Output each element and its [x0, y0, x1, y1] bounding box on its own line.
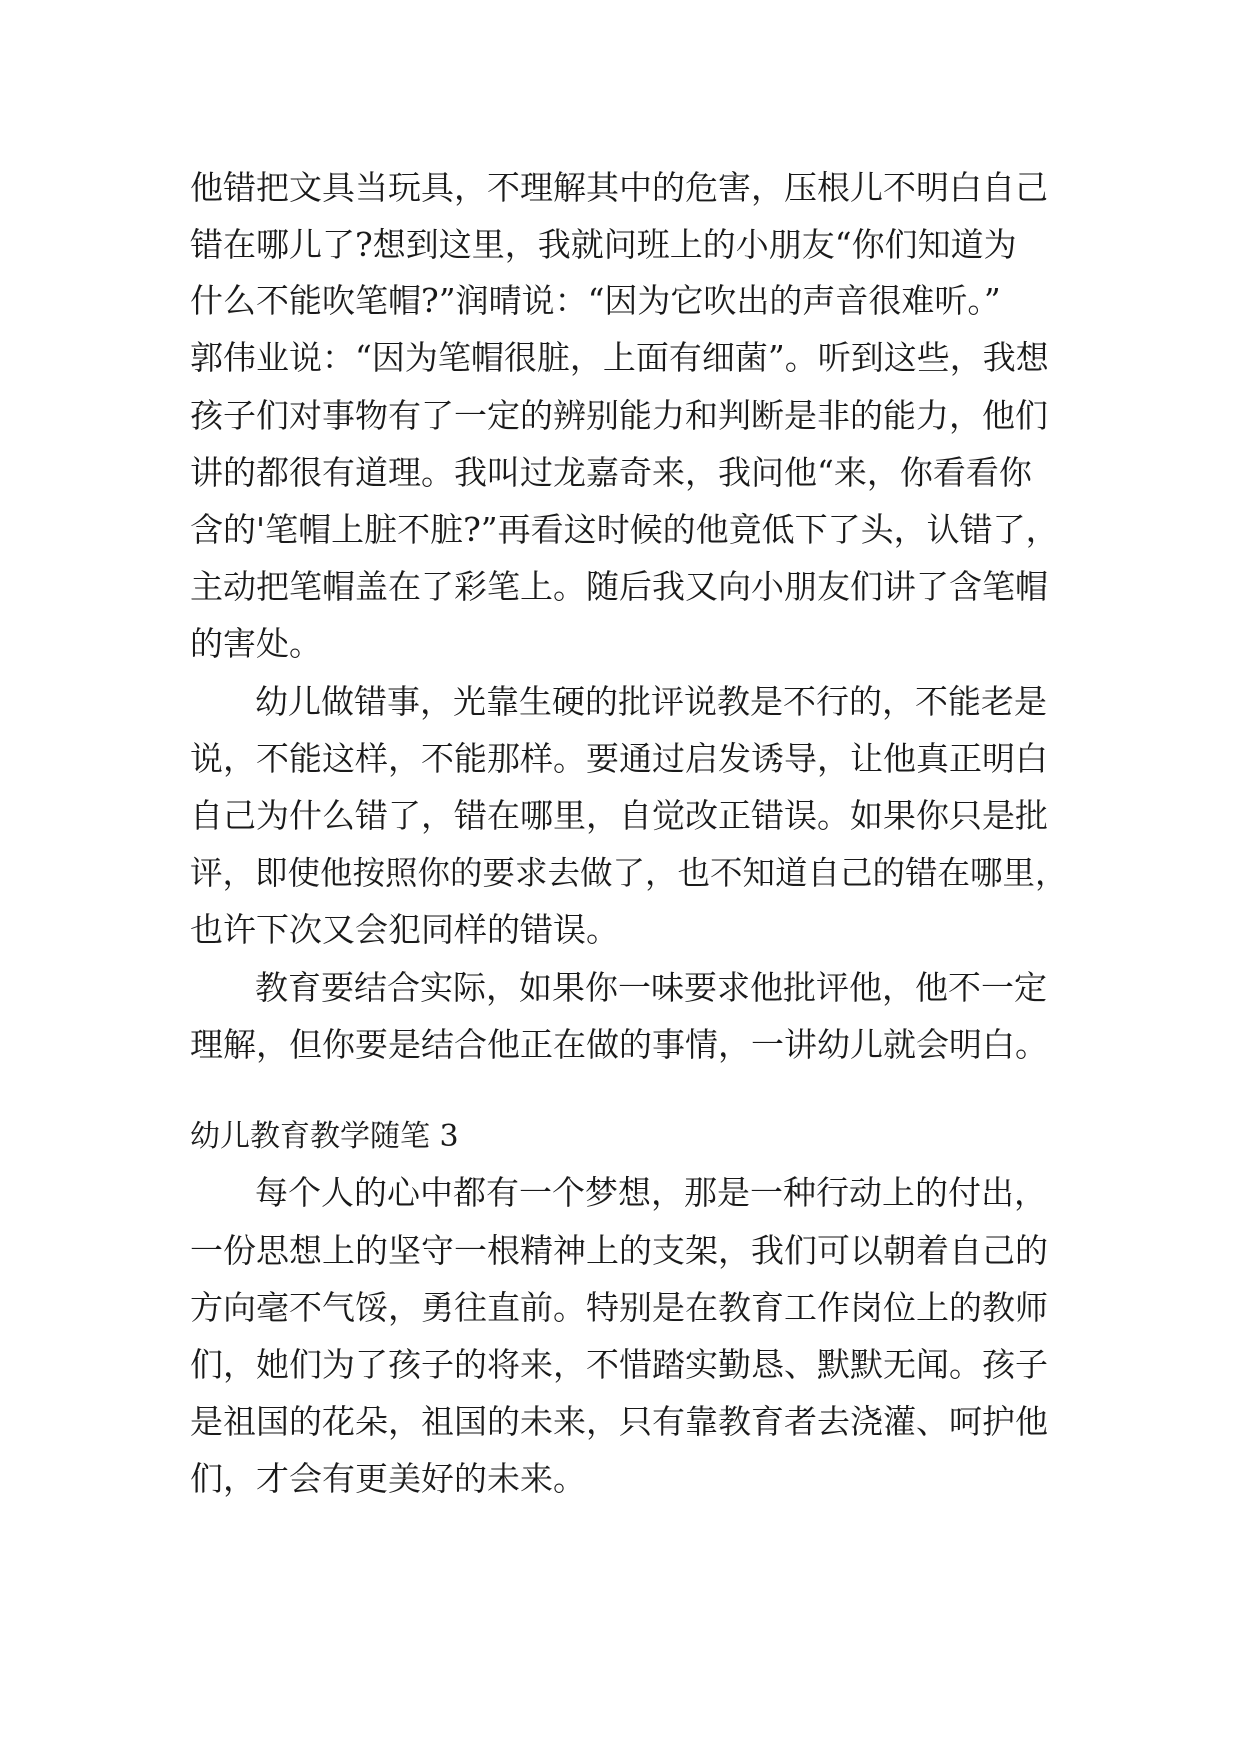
text-line: 什么不能吹笔帽?”润晴说：“因为它吹出的声音很难听。” [190, 281, 1001, 320]
text-line: 说，不能这样，不能那样。要通过启发诱导，让他真正明白 [190, 739, 1048, 778]
text-line: 也许下次又会犯同样的错误。 [190, 910, 619, 949]
text-line: 理解，但你要是结合他正在做的事情，一讲幼儿就会明白。 [190, 1025, 1048, 1064]
text-line: 们，才会有更美好的未来。 [190, 1459, 586, 1498]
text-line: 郭伟业说：“因为笔帽很脏，上面有细菌”。听到这些，我想 [190, 338, 1049, 377]
text-line: 主动把笔帽盖在了彩笔上。随后我又向小朋友们讲了含笔帽 [190, 567, 1048, 606]
text-line: 一份思想上的坚守一根精神上的支架，我们可以朝着自己的 [190, 1231, 1048, 1270]
text-line: 方向毫不气馁，勇往直前。特别是在教育工作岗位上的教师 [190, 1288, 1048, 1327]
text-line: 讲的都很有道理。我叫过龙嘉奇来，我问他“来，你看看你 [190, 453, 1032, 492]
text-line: 他错把文具当玩具，不理解其中的危害，压根儿不明白自己 [190, 168, 1048, 207]
section-heading: 幼儿教育教学随笔 3 [190, 1119, 459, 1154]
text-line: 是祖国的花朵，祖国的未来，只有靠教育者去浇灌、呵护他 [190, 1402, 1048, 1441]
text-line: 自己为什么错了，错在哪里，自觉改正错误。如果你只是批 [190, 796, 1048, 835]
text-line: 们，她们为了孩子的将来，不惜踏实勤恳、默默无闻。孩子 [190, 1345, 1048, 1384]
text-line: 幼儿做错事，光靠生硬的批评说教是不行的，不能老是 [255, 682, 1047, 721]
text-line: 孩子们对事物有了一定的辨别能力和判断是非的能力，他们 [190, 396, 1048, 435]
text-line: 每个人的心中都有一个梦想，那是一种行动上的付出， [255, 1173, 1047, 1212]
text-line: 含的'笔帽上脏不脏?”再看这时候的他竟低下了头，认错了， [190, 510, 1059, 549]
text-line: 错在哪儿了?想到这里，我就问班上的小朋友“你们知道为 [190, 225, 1017, 264]
text-line: 教育要结合实际，如果你一味要求他批评他，他不一定 [255, 968, 1047, 1007]
text-line: 评，即使他按照你的要求去做了，也不知道自己的错在哪里， [190, 854, 1068, 892]
text-line: 的害处。 [190, 624, 322, 663]
